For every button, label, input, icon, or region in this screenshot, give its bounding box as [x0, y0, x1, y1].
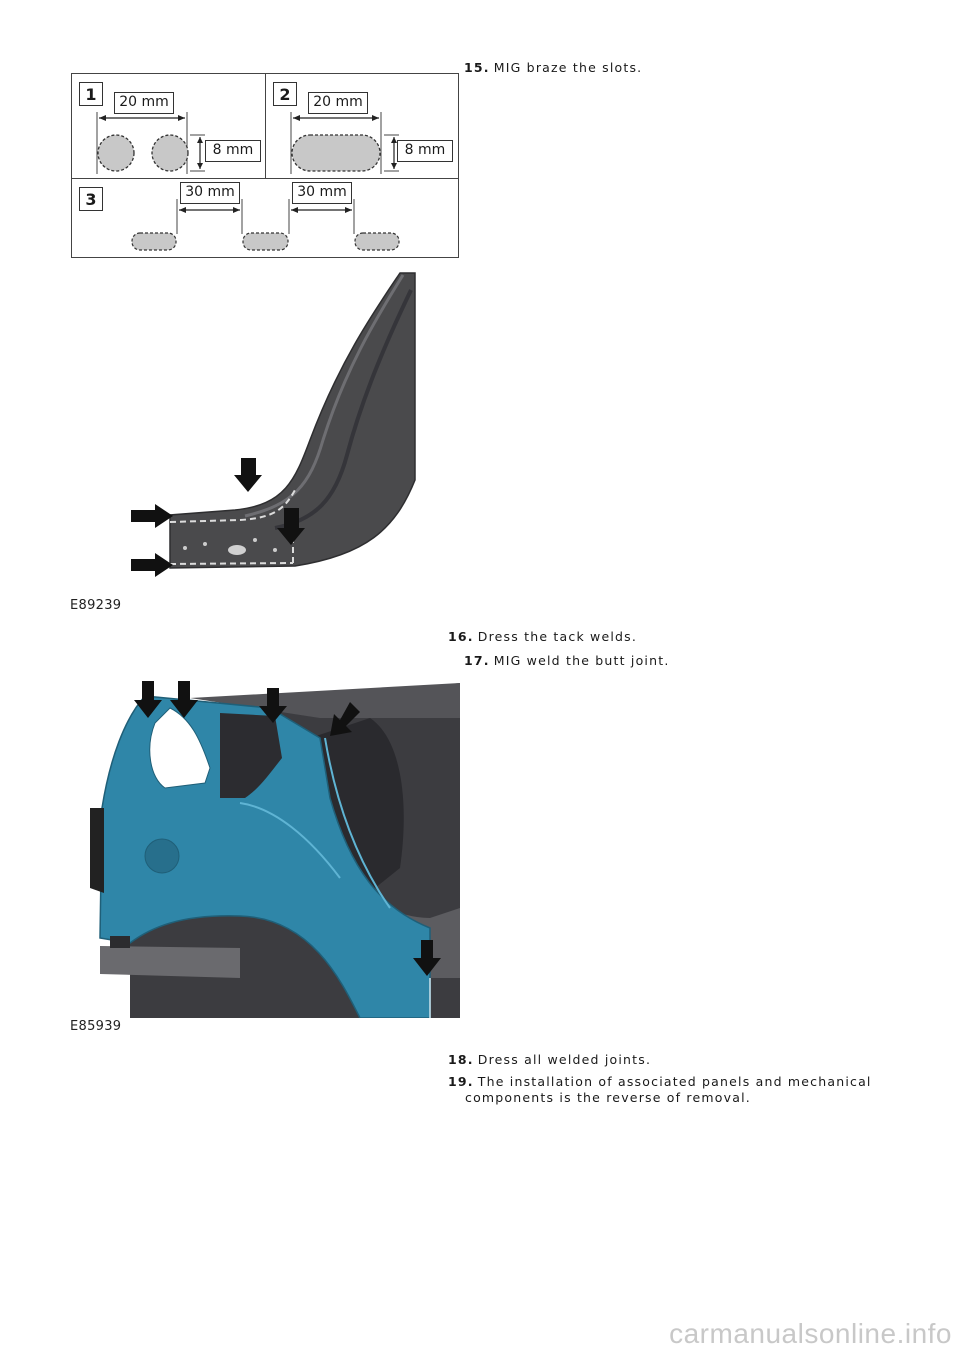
step-text: The installation of associated panels and mechanical	[477, 1074, 872, 1089]
panel-badge: 3	[79, 187, 103, 211]
step-15	[464, 60, 642, 76]
diagram-panel-3	[72, 179, 458, 257]
step-17	[464, 653, 670, 669]
width-dimension-label: 20 mm	[308, 92, 368, 114]
diagram-panel-2	[266, 74, 458, 179]
step-19	[448, 1074, 872, 1106]
slot-spacing-pattern	[72, 179, 458, 257]
step-number: 18.	[448, 1052, 474, 1067]
slot-dimension-diagram	[71, 73, 459, 258]
step-text-continued: components is the reverse of removal.	[465, 1090, 751, 1105]
step-18	[448, 1052, 651, 1068]
round-hole-slots	[72, 74, 266, 179]
figure-id: E85939	[70, 1019, 122, 1034]
figure-id: E89239	[70, 598, 122, 613]
wheel-arch-panel-illustration	[125, 270, 425, 590]
height-dimension-label: 8 mm	[205, 140, 261, 162]
panel-badge: 1	[79, 82, 103, 106]
step-number: 17.	[464, 653, 490, 668]
site-watermark: carmanualsonline.info	[669, 1318, 952, 1349]
diagram-panel-1	[72, 74, 266, 179]
body-side-panel-illustration	[70, 678, 460, 1018]
spacing-dimension-label: 30 mm	[180, 182, 240, 204]
step-text: MIG weld the butt joint.	[493, 653, 670, 668]
step-text: Dress all welded joints.	[477, 1052, 652, 1067]
elongated-slot	[266, 74, 458, 179]
step-number: 16.	[448, 629, 474, 644]
step-text: MIG braze the slots.	[493, 60, 643, 75]
height-dimension-label: 8 mm	[397, 140, 453, 162]
step-16	[448, 629, 637, 645]
step-text: Dress the tack welds.	[477, 629, 638, 644]
spacing-dimension-label: 30 mm	[292, 182, 352, 204]
step-number: 15.	[464, 60, 490, 75]
panel-badge: 2	[273, 82, 297, 106]
step-number: 19.	[448, 1074, 474, 1089]
width-dimension-label: 20 mm	[114, 92, 174, 114]
